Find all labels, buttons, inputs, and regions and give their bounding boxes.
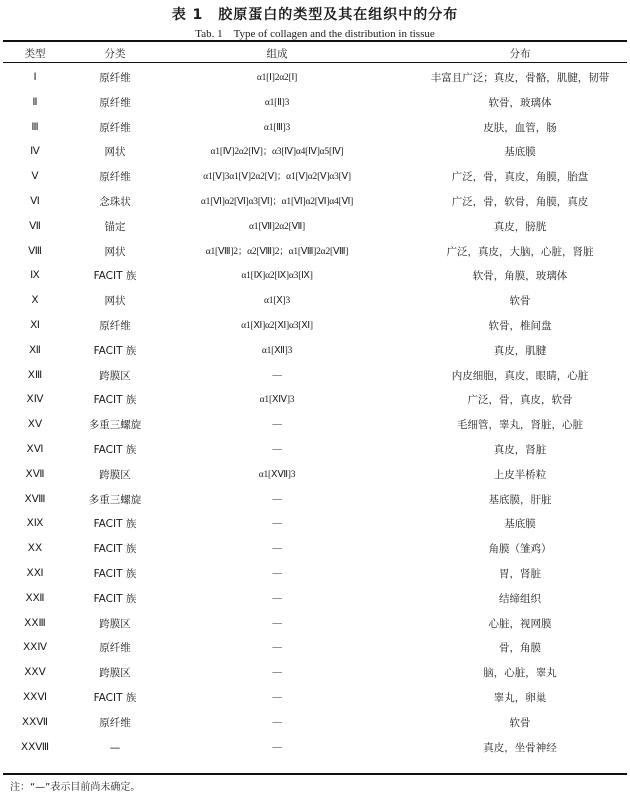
table-row (0, 587, 630, 612)
table-row (0, 289, 630, 314)
cell-composition: α1[Ⅴ]3α1[Ⅴ]2α2[Ⅴ]；α1[Ⅴ]α2[Ⅴ]α3[Ⅴ] (203, 172, 351, 183)
cell-composition: — (272, 370, 282, 381)
cell-class: 原纤维 (99, 96, 131, 109)
cell-class: 原纤维 (99, 716, 131, 729)
top-rule (3, 40, 627, 42)
cell-type: ⅩⅩⅢ (24, 617, 46, 629)
cell-composition: — (272, 445, 282, 455)
table-row (0, 512, 630, 537)
cell-composition: — (272, 643, 282, 654)
cell-composition: — (272, 693, 282, 703)
cell-distribution: 软骨，椎间盘 (488, 320, 552, 332)
table-row (0, 612, 630, 637)
cell-composition: α1[Ⅳ]2α2[Ⅳ]；α3[Ⅳ]α4[Ⅳ]α5[Ⅳ] (210, 147, 344, 158)
cell-class: FACIT 族 (93, 518, 137, 531)
cell-type: ⅩⅣ (26, 394, 44, 406)
table-row (0, 736, 630, 761)
cell-type: Ⅰ (33, 72, 37, 83)
cell-distribution: 结缔组织 (499, 592, 541, 605)
cell-composition: — (272, 519, 282, 530)
table-row (0, 686, 630, 711)
cell-class: 多重三螺旋 (88, 493, 142, 506)
cell-distribution: 广泛，真皮，大脑，心脏，肾脏 (446, 245, 594, 258)
cell-class: 原纤维 (99, 121, 131, 134)
header-composition: 组成 (266, 48, 288, 60)
cell-class: 跨膜区 (99, 667, 131, 680)
table-row (0, 240, 630, 265)
cell-composition: — (272, 717, 282, 728)
cell-distribution: 广泛，骨，真皮，软骨 (467, 394, 573, 407)
cell-composition: α1[Ⅸ]α2[Ⅸ]α3[Ⅸ] (241, 271, 313, 282)
cell-composition: α1[ⅩⅦ]3 (258, 469, 296, 480)
cell-type: Ⅶ (29, 220, 41, 232)
table-row (0, 711, 630, 736)
cell-type: Ⅷ (28, 245, 42, 257)
table-row (0, 636, 630, 661)
cell-class: 锚定 (104, 220, 126, 233)
table-row (0, 562, 630, 587)
cell-composition: — (272, 544, 282, 555)
cell-class: 原纤维 (99, 171, 131, 184)
cell-distribution: 广泛，骨，软骨，角膜，真皮 (451, 196, 589, 208)
bottom-rule (3, 773, 627, 775)
cell-type: Ⅻ (29, 344, 41, 356)
cell-composition: α1[Ⅺ]α2[Ⅺ]α3[Ⅺ] (241, 321, 313, 331)
cell-composition: α1[Ⅷ]2；α2[Ⅷ]2；α1[Ⅷ]2α2[Ⅷ] (205, 246, 349, 257)
cell-distribution: 真皮，肌腱 (493, 344, 547, 357)
table-row (0, 190, 630, 215)
table-row (0, 339, 630, 364)
cell-type: Ⅴ (31, 171, 39, 183)
cell-class: 念珠状 (99, 196, 131, 208)
cell-class: FACIT 族 (93, 394, 137, 407)
cell-composition: α1[ⅩⅣ]3 (259, 395, 295, 406)
cell-distribution: 广泛，骨，真皮，角膜，胎盘 (451, 171, 589, 184)
cell-distribution: 软骨 (509, 716, 531, 729)
cell-distribution: 基底膜 (504, 518, 536, 531)
cell-composition: α1[Ⅲ]3 (263, 122, 291, 133)
table-row (0, 661, 630, 686)
table-title: 表 1 胶原蛋白的类型及其在组织中的分布 (171, 7, 459, 23)
cell-composition: α1[Ⅵ]α2[Ⅵ]α3[Ⅵ]；α1[Ⅵ]α2[Ⅵ]α4[Ⅵ] (200, 197, 354, 207)
cell-type: Ⅲ (31, 121, 39, 133)
cell-distribution: 脑，心脏，睾丸 (483, 667, 557, 680)
cell-type: Ⅳ (30, 146, 40, 158)
cell-composition: — (272, 742, 282, 753)
cell-composition: — (272, 618, 282, 629)
cell-class: 跨膜区 (99, 369, 131, 382)
cell-distribution: 真皮，肾脏 (493, 444, 547, 456)
cell-distribution: 睾丸，卵巢 (493, 692, 547, 704)
table-row (0, 215, 630, 240)
cell-type: ⅩⅩⅣ (22, 642, 48, 654)
header-rule (3, 62, 627, 63)
table-note: 注：“—”表示目前尚未确定。 (10, 782, 141, 793)
table-row (0, 140, 630, 165)
cell-type: ⅩⅥ (26, 444, 44, 455)
table-row (0, 388, 630, 413)
cell-composition: α1[Ⅻ]3 (261, 345, 293, 356)
cell-class: 网状 (104, 245, 126, 258)
cell-distribution: 基底膜 (504, 146, 536, 159)
cell-class: FACIT 族 (93, 344, 137, 357)
cell-composition: α1[Ⅶ]2α2[Ⅶ] (249, 221, 305, 232)
table-row (0, 66, 630, 91)
table-row (0, 364, 630, 389)
table-row (0, 413, 630, 438)
cell-distribution: 软骨 (509, 295, 531, 308)
cell-class: 网状 (104, 146, 126, 159)
table-row (0, 165, 630, 190)
table-row (0, 488, 630, 513)
cell-distribution: 皮肤，血管，肠 (483, 121, 557, 134)
cell-class: 原纤维 (99, 320, 131, 332)
cell-distribution: 毛细管，睾丸，肾脏，心脏 (457, 419, 583, 432)
cell-class: FACIT 族 (93, 543, 137, 556)
cell-type: ⅩⅤ (27, 419, 43, 431)
cell-type: ⅩⅩ (27, 543, 43, 555)
table-row (0, 537, 630, 562)
cell-class: 多重三螺旋 (88, 419, 142, 432)
cell-type: Ⅵ (30, 196, 40, 207)
table-title-english: Tab. 1 Type of collagen and the distribution in tissue (195, 28, 435, 40)
cell-composition: α1[Ⅱ]3 (264, 97, 290, 108)
cell-distribution: 角膜（雏鸡） (488, 543, 552, 556)
cell-distribution: 胃，肾脏 (499, 568, 541, 580)
cell-distribution: 丰富且广泛；真皮，骨骼，肌腱，韧带 (430, 72, 610, 84)
table-row (0, 438, 630, 463)
cell-type: Ⅸ (30, 270, 40, 282)
header-type: 类型 (24, 48, 46, 60)
cell-distribution: 软骨，玻璃体 (488, 96, 552, 109)
cell-distribution: 骨，角膜 (499, 642, 541, 655)
cell-class: 原纤维 (99, 642, 131, 655)
cell-distribution: 上皮半桥粒 (493, 468, 547, 481)
cell-composition: — (272, 494, 282, 505)
cell-composition: α1[Ⅹ]3 (263, 296, 291, 307)
cell-class: 跨膜区 (99, 617, 131, 630)
cell-distribution: 内皮细胞，真皮，眼睛，心脏 (451, 369, 589, 382)
cell-composition: — (272, 420, 282, 431)
cell-class: — (109, 741, 121, 754)
cell-type: ⅩⅢ (27, 369, 43, 381)
cell-class: FACIT 族 (93, 592, 137, 605)
table-row (0, 91, 630, 116)
table-row (0, 463, 630, 488)
cell-type: ⅩⅨ (26, 518, 44, 530)
cell-class: FACIT 族 (93, 568, 137, 580)
cell-class: 原纤维 (99, 72, 131, 84)
table-row (0, 314, 630, 339)
cell-type: ⅩⅫ (25, 592, 45, 604)
cell-class: FACIT 族 (93, 270, 137, 283)
cell-type: ⅩⅩⅤ (24, 667, 46, 679)
cell-distribution: 心脏，视网膜 (488, 617, 552, 630)
cell-class: 跨膜区 (99, 468, 131, 481)
cell-type: ⅩⅧ (24, 493, 46, 505)
table-row (0, 116, 630, 141)
cell-class: FACIT 族 (93, 692, 137, 704)
cell-type: ⅩⅪ (26, 568, 44, 579)
cell-distribution: 真皮，膀胱 (493, 220, 547, 233)
table-row (0, 264, 630, 289)
cell-type: Ⅺ (30, 320, 40, 331)
header-class: 分类 (104, 48, 126, 60)
cell-class: FACIT 族 (93, 444, 137, 456)
cell-composition: — (272, 593, 282, 604)
cell-type: Ⅱ (32, 96, 38, 108)
cell-type: ⅩⅦ (25, 468, 45, 480)
cell-composition: — (272, 668, 282, 679)
cell-class: 网状 (104, 295, 126, 308)
cell-type: Ⅹ (31, 295, 39, 307)
cell-type: ⅩⅩⅧ (20, 741, 50, 753)
header-distribution: 分布 (509, 48, 531, 60)
cell-composition: α1[Ⅰ]2α2[Ⅰ] (256, 73, 298, 83)
cell-distribution: 软骨，角膜，玻璃体 (472, 270, 568, 283)
cell-distribution: 基底膜，肝脏 (488, 493, 552, 506)
cell-composition: — (272, 569, 282, 579)
cell-type: ⅩⅩⅦ (21, 716, 49, 728)
cell-distribution: 真皮，坐骨神经 (483, 741, 557, 754)
cell-type: ⅩⅩⅥ (22, 692, 48, 703)
